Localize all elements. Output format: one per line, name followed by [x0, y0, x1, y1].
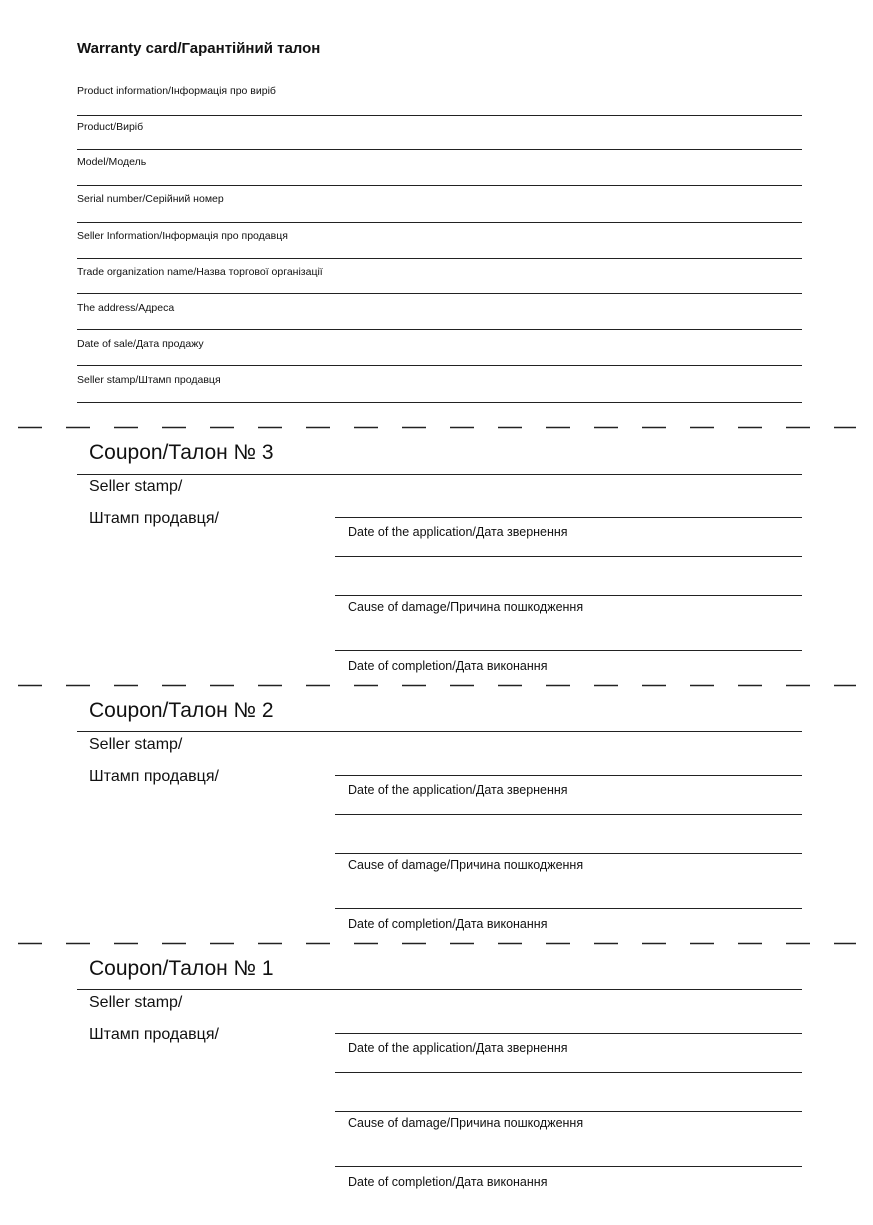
- field-label: Serial number/Серійний номер: [77, 193, 224, 205]
- field-product-information: [77, 80, 802, 116]
- date-completion-label: Date of completion/Дата виконання: [348, 917, 548, 931]
- coupon-rule: [335, 853, 802, 854]
- seller-stamp-label-ua: Штамп продавця/: [89, 1026, 219, 1043]
- coupon-rule: [335, 1033, 802, 1034]
- coupon-rule: [335, 775, 802, 776]
- coupon-title-rule: [77, 731, 802, 732]
- field-model[interactable]: [77, 150, 802, 186]
- cause-damage-label: Cause of damage/Причина пошкодження: [348, 1116, 584, 1130]
- cut-line: [18, 942, 856, 946]
- coupon-rule: [335, 1111, 802, 1112]
- cause-damage-label: Cause of damage/Причина пошкодження: [348, 600, 584, 614]
- date-application-label: Date of the application/Дата звернення: [348, 783, 568, 797]
- date-application-line[interactable]: [335, 1072, 802, 1073]
- coupon-title-rule: [77, 989, 802, 990]
- field-date-of-sale[interactable]: [77, 330, 802, 366]
- cause-damage-label: Cause of damage/Причина пошкодження: [348, 858, 584, 872]
- field-product[interactable]: [77, 116, 802, 150]
- date-application-line[interactable]: [335, 814, 802, 815]
- field-label: Trade organization name/Назва торгової організації: [77, 266, 323, 278]
- cause-damage-line[interactable]: [335, 650, 802, 651]
- cut-line: [18, 426, 856, 430]
- field-label: Product information/Інформація про виріб: [77, 85, 276, 97]
- field-label: Product/Виріб: [77, 121, 144, 133]
- field-serial-number[interactable]: [77, 186, 802, 223]
- field-label: Date of sale/Дата продажу: [77, 338, 204, 350]
- seller-stamp-label: Seller stamp/: [89, 736, 183, 753]
- field-trade-organization[interactable]: [77, 259, 802, 294]
- coupon-title-rule: [77, 474, 802, 475]
- date-completion-label: Date of completion/Дата виконання: [348, 659, 548, 673]
- field-label: Seller stamp/Штамп продавця: [77, 374, 221, 386]
- coupon-title: Coupon/Талон № 3: [89, 441, 274, 464]
- cut-line: [18, 684, 856, 688]
- warranty-card-title: Warranty card/Гарантійний талон: [77, 40, 321, 57]
- seller-stamp-label: Seller stamp/: [89, 994, 183, 1011]
- field-label: Seller Information/Інформація про продавця: [77, 230, 288, 242]
- field-seller-stamp[interactable]: [77, 366, 802, 403]
- date-completion-label: Date of completion/Дата виконання: [348, 1175, 548, 1189]
- field-address[interactable]: [77, 294, 802, 330]
- seller-stamp-label-ua: Штамп продавця/: [89, 768, 219, 785]
- field-label: The address/Адреса: [77, 302, 175, 314]
- field-label: Model/Модель: [77, 156, 147, 168]
- coupon-rule: [335, 595, 802, 596]
- date-application-label: Date of the application/Дата звернення: [348, 525, 568, 539]
- coupon-rule: [335, 517, 802, 518]
- cause-damage-line[interactable]: [335, 908, 802, 909]
- date-application-label: Date of the application/Дата звернення: [348, 1041, 568, 1055]
- seller-stamp-label: Seller stamp/: [89, 478, 183, 495]
- seller-stamp-label-ua: Штамп продавця/: [89, 510, 219, 527]
- date-application-line[interactable]: [335, 556, 802, 557]
- coupon-title: Coupon/Талон № 2: [89, 699, 274, 722]
- field-seller-information: [77, 223, 802, 259]
- coupon-title: Coupon/Талон № 1: [89, 957, 274, 980]
- cause-damage-line[interactable]: [335, 1166, 802, 1167]
